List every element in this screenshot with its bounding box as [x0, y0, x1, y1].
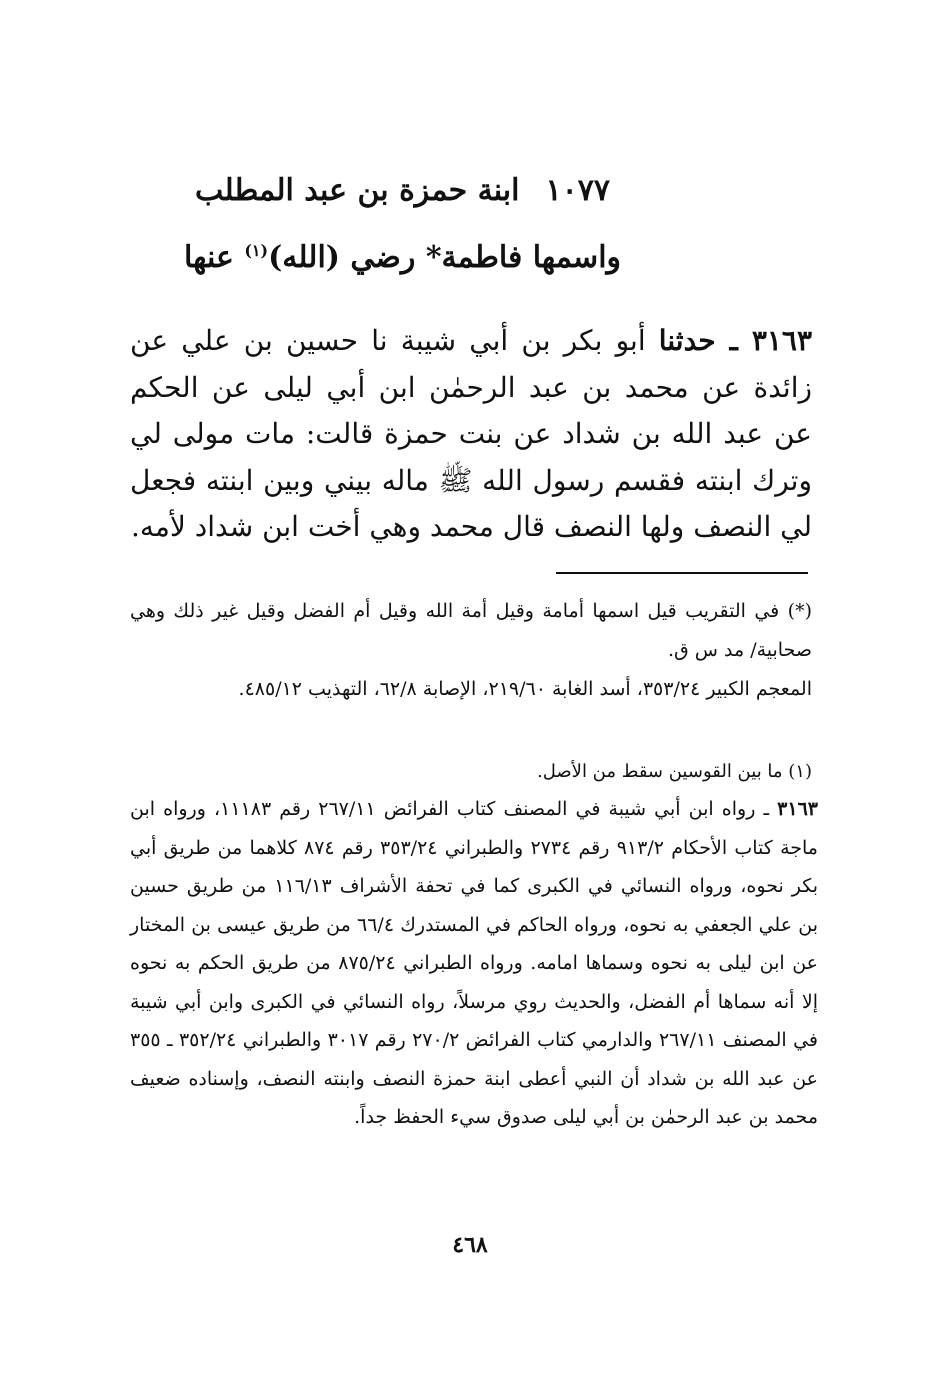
chapter-heading-line-2 — [130, 222, 675, 287]
chapter-subtitle-suffix: عنها — [183, 240, 245, 275]
hadith-body: أبو بكر بن أبي شيبة نا حسين بن علي عن زائدة عن محمد بن عبد الرحمٰن ابن أبي ليلى عن الحكم عن عبد الله بن شداد عن بنت حمزة قالت: مات مولى لي وترك ابنته فقسم رسول الله ﷺ ماله بيني وبين ابنته فجعل لي النصف ولها النصف قال محمد وهي أخت ابن شداد لأمه. — [130, 324, 812, 543]
footnote-references: المعجم الكبير ٣٥٣/٢٤، أسد الغابة ٢١٩/٦٠، الإصابة ٦٢/٨، التهذيب ٤٨٥/١٢. — [238, 678, 812, 700]
chapter-number: ١٠٧٧ — [545, 173, 610, 208]
footnote-one: (١) ما بين القوسين سقط من الأصل. — [537, 761, 812, 782]
hadith-lead: ٣١٦٣ ـ حدثنا — [658, 324, 812, 357]
chapter-heading-line-1 — [130, 162, 675, 220]
hadith-text — [130, 318, 812, 551]
chapter-title: ابنة حمزة بن عبد المطلب — [195, 173, 520, 208]
footnote-star: (*) في التقريب قيل اسمها أمامة وقيل أمة الله وقيل أم الفضل وقيل غير ذلك وهي صحابية/ مد س ق. — [130, 600, 812, 661]
footnote-divider — [556, 572, 808, 574]
footnote-ref-1: (١) — [244, 241, 269, 260]
chapter-subtitle-prefix: واسمها فاطمة* رضي (الله) — [268, 240, 622, 275]
takhrij-note — [130, 790, 818, 1137]
takhrij-number: ٣١٦٣ — [777, 798, 818, 820]
takhrij-body: ـ رواه ابن أبي شيبة في المصنف كتاب الفرائض ٢٦٧/١١ رقم ١١١٨٣، ورواه ابن ماجة كتاب الأحكام ٩١٣/٢ رقم ٢٧٣٤ والطبراني ٣٥٣/٢٤ رقم ٨٧٤ كلاهما من طريق أبي بكر نحوه، ورواه النسائي في الكبرى كما في تحفة الأشراف ١١٦/١٣ من طريق حسين بن علي الجعفي به نحوه، ورواه الحاكم في المستدرك ٦٦/٤ من طريق عيسى بن المختار عن ابن ليلى به نحوه وسماها امامه. ورواه الطبراني ٨٧٥/٢٤ من طريق الحكم به نحوه إلا أنه سماها أم الفضل، والحديث روي مرسلاً، رواه النسائي في الكبرى وابن أبي شيبة في المصنف ٢٦٧/١١ والدارمي كتاب الفرائض ٢٧٠/٢ رقم ٣٠١٧ والطبراني ٣٥٢/٢٤ ـ ٣٥٥ عن عبد الله بن شداد أن النبي أعطى ابنة حمزة النصف وابنته النصف، وإسناده ضعيف محمد بن عبد الرحمٰن بن أبي ليلى صدوق سيء الحفظ جداً. — [130, 798, 819, 1128]
page-number: ٤٦٨ — [452, 1232, 488, 1258]
